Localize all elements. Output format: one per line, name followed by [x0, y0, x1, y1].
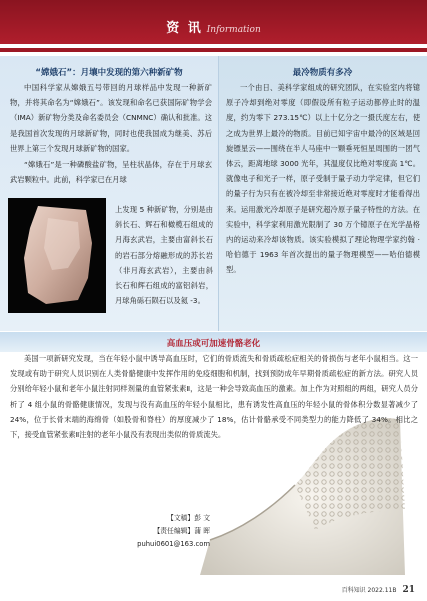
paragraph: 美国一项新研究发现，当在年轻小鼠中诱导高血压时，它们的骨质流失和骨质疏松症相关的骨损伤与老年小鼠相当。这一发现或有助于研究人员识别在人类骨骼健康中发挥作用的免疫细胞和机制，找到预防成年早期骨质疏松症的新方法。研究人员分别给年轻小鼠和老年小鼠注射同样剂量的血管紧张素Ⅱ，这是一种会导致高血压的激素。加上作为对照组的两组，研究人员分析了 4 组小鼠的骨骼健康情况，发现与没有高血压的年轻小鼠相比，患有诱发性高血压的年轻小鼠的骨体积分数显著减少了 24%，位于长骨末端的海绵骨（如股骨和脊柱）的厚度减少了 18%，估计骨骼承受不同类型力的能力降低了 34%。相比之下，接受血管紧张素Ⅱ注射的老年小鼠没有表现出类似的骨质流失。: [10, 354, 418, 440]
article-credits: [120, 512, 210, 551]
paragraph: 中国科学家从嫦娥五号带回的月球样品中发现一种新矿物，并将其命名为“嫦娥石”。该发现和命名已获国际矿物学会（IMA）新矿物分类及命名委员会（CNMNC）确认和批准。这是我国首次发现的月球新矿物，同时也使我国成为继美、苏后世界上第三个发现月球新矿物的国家。: [10, 83, 212, 153]
article-body-change-stone-2: [10, 157, 212, 187]
header-stripe: [0, 48, 427, 52]
article-body-coldest-matter: [226, 80, 420, 278]
page-number: 21: [402, 585, 415, 595]
page-footer: [342, 585, 415, 595]
editor-email: puhui0601@163.com: [137, 540, 210, 548]
credit-author: 【文稿】彭 文: [167, 514, 210, 522]
paragraph: 上发现 5 种新矿物，分别是由斜长石、辉石和橄榄石组成的月海玄武岩，主要由富斜长石的岩石部分熔融形成的苏长岩（非月海玄武岩），主要由斜长石和辉石组成的富铝斜岩，月球角砾石陨石以及氦 -3。: [115, 205, 213, 306]
section-subtitle: Information: [206, 25, 261, 35]
article-body-change-stone-3: [115, 202, 213, 308]
article-body-change-stone: [10, 80, 212, 156]
mineral-photo: [8, 198, 106, 313]
column-divider: [218, 56, 219, 331]
section-title: [0, 17, 427, 36]
journal-issue: 百科知识 2022.11B: [341, 587, 397, 594]
credit-editor: 【责任编辑】蒲 晖: [153, 527, 210, 535]
paragraph: 一个由日、美科学家组成的研究团队，在实验室内将镱原子冷却到绝对零度（即假设所有粒子运动都停止时的温度，约为零下 273.15℃）以上十亿分之一摄氏度左右，使之成为世界上最冷的物质。目前已知宇宙中最冷的区域是回旋镖星云——围绕在半人马座中一颗垂死恒星周围的一团气体云，距离地球 3000 光年，其温度仅比绝对零度高 1℃。就像电子和光子一样，原子受制于量子动力学定律，但它们的量子行为只有在被冷却至非常接近绝对零度时才能看得出来。运用激光冷却原子是研究超冷原子量子特性的方法。在实验中，科学家利用激光限制了 30 万个镱原子在光学晶格内的运动来冷却该物质。该实验模拟了理论物理学家约翰 · 哈伯德于 1963 年首次提出的量子物理模型——哈伯德模型。: [226, 83, 420, 275]
article-title-change-stone: “嫦娥石”：月壤中发现的第六种新矿物: [35, 68, 183, 78]
article-body-hypertension-bone: [10, 351, 418, 442]
article-title-hypertension-bone: 高血压或可加速骨骼老化: [166, 339, 261, 349]
section-header: [0, 0, 427, 44]
article-title-coldest-matter: 最冷物质有多冷: [292, 68, 353, 78]
section-title-text: 资 讯: [166, 21, 203, 36]
paragraph: “嫦娥石”是一种磷酸盐矿物，呈柱状晶体，存在于月球玄武岩颗粒中。此前，科学家已在月球: [10, 160, 212, 185]
